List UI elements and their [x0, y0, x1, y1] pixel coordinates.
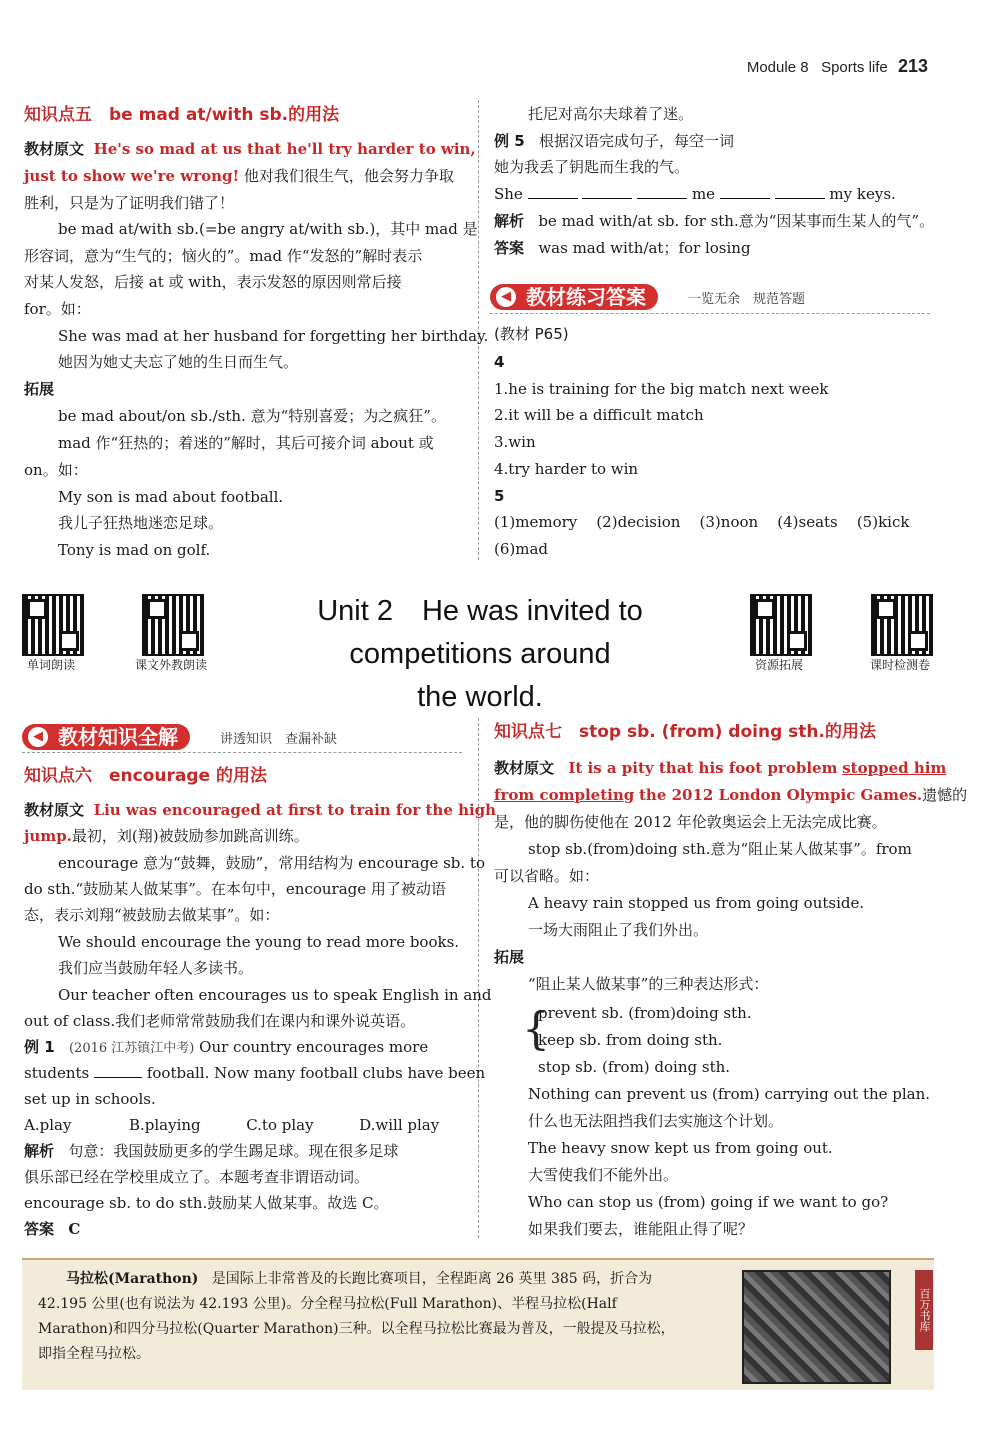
kp5-title: 知识点五 be mad at/with sb.的用法 — [24, 105, 340, 125]
ext-line: 什么也无法阻挡我们去实施这个计划。 — [528, 1112, 784, 1130]
speaker-icon: ◀ — [496, 287, 516, 307]
banner-subtitle: 一览无余 规范答题 — [688, 292, 806, 307]
para-line: do sth.“鼓励某人做某事”。在本句中，encourage 用了被动语 — [24, 880, 446, 898]
example-label: 例 1 — [24, 1038, 55, 1056]
qr-code-test[interactable] — [871, 594, 933, 656]
footer-term: 马拉松(Marathon) — [66, 1271, 199, 1287]
example-text: Our country encourages more — [199, 1038, 429, 1056]
unit-title-line-2: competitions around — [349, 638, 611, 670]
question-number: 4 — [494, 353, 505, 371]
section-label: Sports life — [821, 59, 888, 76]
analysis-text: be mad with/at sb. for sth.意为“因某事而生某人的气”。 — [538, 212, 935, 230]
analysis-text: encourage sb. to do sth.鼓励某人做某事。故选 C。 — [24, 1194, 389, 1212]
section-banner-exercise: ◀ 教材练习答案 — [490, 284, 658, 310]
ext-line: The heavy snow kept us from going out. — [528, 1139, 833, 1157]
orig-en-1a: It is a pity that his foot problem — [568, 759, 838, 777]
example-en: A heavy rain stopped us from going outside. — [528, 894, 865, 912]
footer-text: 是国际上非常普及的长跑比赛项目，全程距离 26 英里 385 码，折合为 — [211, 1271, 653, 1287]
ext-line: mad 作“狂热的；着迷的”解时，其后可接介词 about 或 — [58, 434, 434, 452]
marathon-photo — [742, 1270, 891, 1384]
page-header — [747, 56, 928, 77]
example-en: out of class. — [24, 1012, 116, 1030]
kp7-title: 知识点七 stop sb. (from) doing sth.的用法 — [494, 722, 876, 742]
ext-line: “阻止某人做某事”的三种表达形式： — [528, 975, 769, 993]
divider — [22, 752, 462, 753]
answer-line: 4.try harder to win — [494, 460, 639, 478]
footer-text: 42.195 公里(也有说法为 42.193 公里)。分全程马拉松(Full Marathon)、半程马拉松(Half — [38, 1296, 617, 1312]
answer-line: 1.he is training for the big match next week — [494, 380, 829, 398]
analysis-text: 句意：我国鼓励更多的学生踢足球。现在很多足球 — [68, 1142, 399, 1160]
ext-line: Tony is mad on golf. — [58, 541, 211, 559]
orig-label: 教材原文 — [24, 801, 85, 819]
orig-en-1b: stopped him — [842, 759, 947, 777]
right-line: 托尼对高尔夫球着了迷。 — [528, 105, 694, 123]
para-line: be mad at/with sb.(=be angry at/with sb.)，其中 mad 是 — [58, 220, 478, 238]
example-en: We should encourage the young to read more books. — [58, 933, 460, 951]
qr-label: 课文外教朗读 — [134, 658, 207, 672]
ext-line: 我儿子狂热地迷恋足球。 — [58, 514, 224, 532]
orig-en-1: Liu was encouraged at first to train for the high — [93, 801, 497, 819]
divider — [490, 313, 930, 314]
para-line: 形容词，意为“生气的；恼火的”。mad 作“发怒的”解时表示 — [24, 247, 423, 265]
footer-text: 即指全程马拉松。 — [38, 1346, 150, 1362]
analysis-label: 解析 — [24, 1142, 55, 1160]
answer-line: 3.win — [494, 433, 536, 451]
option-d: D.will play — [359, 1116, 440, 1134]
banner-subtitle: 讲透知识 查漏补缺 — [220, 732, 338, 747]
ext-line: Who can stop us (from) going if we want to go? — [528, 1193, 889, 1211]
orig-cn: 最初，刘(翔)被鼓励参加跳高训练。 — [71, 827, 309, 845]
para-line: stop sb.(from)doing sth.意为“阻止某人做某事”。from — [528, 840, 912, 858]
qr-label: 资源拓展 — [754, 658, 803, 672]
example-en: She was mad at her husband for forgetting her birthday. — [58, 327, 489, 345]
option-a: A.play — [24, 1116, 72, 1134]
orig-cn-2: 胜利，只是为了证明我们错了！ — [24, 194, 235, 212]
answer-text: C — [68, 1220, 81, 1238]
example-en: Our teacher often encourages us to speak English in and — [58, 986, 492, 1004]
para-line: encourage 意为“鼓舞，鼓励”，常用结构为 encourage sb. to — [58, 854, 485, 872]
qr-code-words[interactable] — [22, 594, 84, 656]
para-line: 态，表示刘翔“被鼓励去做某事”。如： — [24, 906, 280, 924]
answer-label: 答案 — [494, 239, 525, 257]
orig-en-2: jump. — [24, 827, 72, 845]
orig-cn-1: 遗憾的 — [922, 786, 968, 804]
qr-label: 单词朗读 — [26, 658, 75, 672]
footer-tag: 百万书库 — [915, 1270, 933, 1350]
qr-code-reading[interactable] — [142, 594, 204, 656]
answer-label: 答案 — [24, 1220, 55, 1238]
ext-line: on。如： — [24, 461, 88, 479]
module-label: Module 8 — [746, 59, 809, 76]
form-line: stop sb. (from) doing sth. — [538, 1058, 731, 1076]
ext-line: Nothing can prevent us (from) carrying out the plan. — [528, 1085, 931, 1103]
example-text: set up in schools. — [24, 1090, 156, 1108]
example-cn: 她为我丢了钥匙而生我的气。 — [494, 158, 690, 176]
answer-line: (6)mad — [494, 540, 549, 558]
para-line: 对某人发怒，后接 at 或 with，表示发怒的原因则常后接 — [24, 273, 402, 291]
para-line: 可以省略。如： — [494, 867, 600, 885]
footer-text: Marathon)和四分马拉松(Quarter Marathon)三种。以全程马拉松比赛最为普及，一般提及马拉松， — [38, 1321, 675, 1337]
orig-en-1: He's so mad at us that he'll try harder to win, — [93, 140, 476, 158]
orig-cn-1: 他对我们很生气，他会努力争取 — [243, 167, 454, 185]
example-label: 例 5 — [494, 132, 525, 150]
example-cn: 我们老师常常鼓励我们在课内和课外说英语。 — [115, 1012, 416, 1030]
answer-row: (1)memory (2)decision (3)noon (4)seats (5)kick — [494, 513, 910, 531]
orig-en-2: just to show we're wrong! — [24, 167, 240, 185]
example-text: 根据汉语完成句子，每空一词 — [538, 132, 734, 150]
extension-label: 拓展 — [24, 380, 55, 398]
orig-label: 教材原文 — [494, 759, 555, 777]
ext-line: 如果我们要去，谁能阻止得了呢？ — [528, 1220, 754, 1238]
column-divider-bottom — [478, 718, 479, 1238]
orig-en-2a: from completing — [494, 786, 635, 804]
form-line: prevent sb. (from)doing sth. — [538, 1004, 752, 1022]
analysis-label: 解析 — [494, 212, 525, 230]
fill-blank-sentence: She me my keys. — [494, 185, 896, 203]
ext-line: My son is mad about football. — [58, 488, 284, 506]
para-line: for。如： — [24, 300, 91, 318]
example-cn: 一场大雨阻止了我们外出。 — [528, 921, 709, 939]
unit-title-line-3: the world. — [417, 681, 543, 713]
example-cn: 我们应当鼓励年轻人多读书。 — [58, 959, 254, 977]
unit-title-line-1: Unit 2 He was invited to — [317, 595, 643, 627]
question-number: 5 — [494, 487, 505, 505]
page-number: 213 — [897, 56, 928, 76]
options-row — [24, 1115, 439, 1135]
textbook-ref: (教材 P65) — [494, 325, 569, 343]
extension-label: 拓展 — [494, 948, 525, 966]
example-source: (2016 江苏镇江中考) — [68, 1041, 195, 1056]
option-c: C.to play — [246, 1116, 314, 1134]
orig-en-2b: the 2012 London Olympic Games. — [639, 786, 923, 804]
answer-text: was mad with/at；for losing — [538, 239, 751, 257]
form-line: keep sb. from doing sth. — [538, 1031, 723, 1049]
orig-cn-2: 是，他的脚伤使他在 2012 年伦敦奥运会上无法完成比赛。 — [494, 813, 887, 831]
analysis-text: 俱乐部已经在学校里成立了。本题考查非谓语动词。 — [24, 1168, 370, 1186]
kp6-title: 知识点六 encourage 的用法 — [24, 766, 267, 786]
answer-blank — [94, 1063, 142, 1078]
qr-code-resources[interactable] — [750, 594, 812, 656]
orig-label: 教材原文 — [24, 140, 85, 158]
brace: { — [522, 1004, 550, 1055]
example-cn: 她因为她丈夫忘了她的生日而生气。 — [58, 353, 299, 371]
option-b: B.playing — [128, 1116, 201, 1134]
ext-line: 大雪使我们不能外出。 — [528, 1166, 679, 1184]
speaker-icon: ◀ — [28, 727, 48, 747]
ext-line: be mad about/on sb./sth. 意为“特别喜爱；为之疯狂”。 — [58, 407, 446, 425]
section-banner-knowledge: ◀ 教材知识全解 — [22, 724, 190, 750]
answer-line: 2.it will be a difficult match — [494, 406, 704, 424]
qr-label: 课时检测卷 — [869, 658, 930, 672]
